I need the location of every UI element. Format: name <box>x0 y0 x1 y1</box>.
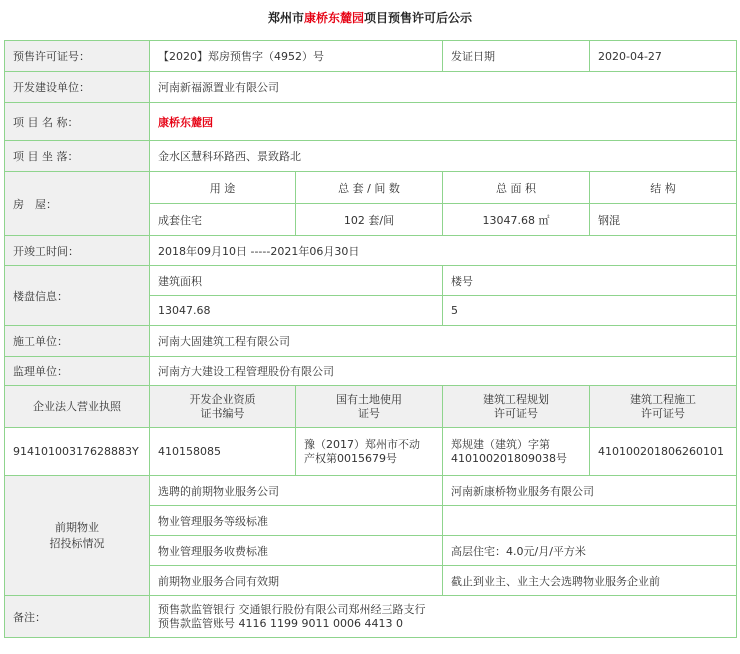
row-presale-permit <box>5 41 737 72</box>
row-remarks <box>5 596 737 638</box>
land-cert-header <box>296 386 443 428</box>
building-no-value: 5 <box>443 296 737 326</box>
housing-structure-header: 结 构 <box>590 172 737 204</box>
property-service-row-value: 河南新康桥物业服务有限公司 <box>443 476 737 506</box>
qualification-header <box>150 386 296 428</box>
remarks-line2: 预售款监管账号 4116 1199 9011 0006 4413 0 <box>158 616 403 630</box>
qualification-header-line2: 证书编号 <box>200 406 245 420</box>
land-cert-header-line2: 证号 <box>358 406 380 420</box>
row-licenses-values <box>5 428 737 476</box>
presale-permit-value: 【2020】郑房预售字（4952）号 <box>150 41 443 72</box>
land-cert-header-line1: 国有土地使用 <box>336 392 402 406</box>
project-location-label: 项 目 坐 落： <box>5 141 150 172</box>
planning-permit-value <box>443 428 590 476</box>
property-service-label-line1: 前期物业 <box>55 520 99 534</box>
property-service-row-value: 高层住宅：4.0元/月/平方米 <box>443 536 737 566</box>
business-license-value: 91410100317628883Y <box>5 428 150 476</box>
supervision-unit-value: 河南方大建设工程管理股份有限公司 <box>150 357 737 386</box>
issue-date-label: 发证日期 <box>443 41 590 72</box>
qualification-value: 410158085 <box>150 428 296 476</box>
land-cert-value <box>296 428 443 476</box>
remarks-label: 备注： <box>5 596 150 638</box>
building-no-label: 楼号 <box>443 266 737 296</box>
land-cert-value-line1: 豫（2017）郑州市不动 <box>304 437 420 451</box>
property-service-row-value: 截止到业主、业主大会选聘物业服务企业前 <box>443 566 737 596</box>
property-service-row-label: 物业管理服务等级标准 <box>150 506 443 536</box>
page-title-suffix: 项目预售许可后公示 <box>364 11 473 25</box>
supervision-unit-label: 监理单位： <box>5 357 150 386</box>
qualification-header-line1: 开发企业资质 <box>189 392 256 406</box>
issue-date-value: 2020-04-27 <box>590 41 737 72</box>
developer-value: 河南新福源置业有限公司 <box>150 72 737 103</box>
property-service-row-label: 物业管理服务收费标准 <box>150 536 443 566</box>
construction-permit-header-line1: 建筑工程施工 <box>630 392 696 406</box>
construction-period-value: 2018年09月10日 -----2021年06月30日 <box>150 236 737 266</box>
row-project-name <box>5 103 737 141</box>
row-construction-unit <box>5 326 737 357</box>
construction-permit-value: 410100201806260101 <box>590 428 737 476</box>
business-license-header: 企业法人营业执照 <box>5 386 150 428</box>
planning-permit-header-line2: 许可证号 <box>494 406 538 420</box>
property-service-row-value <box>443 506 737 536</box>
planning-permit-header-line1: 建筑工程规划 <box>483 392 549 406</box>
row-supervision-unit <box>5 357 737 386</box>
building-area-value: 13047.68 <box>150 296 443 326</box>
construction-permit-header-line2: 许可证号 <box>641 406 685 420</box>
remarks-value <box>150 596 737 638</box>
developer-label: 开发建设单位： <box>5 72 150 103</box>
housing-usage-value: 成套住宅 <box>150 204 296 236</box>
project-name-value: 康桥东麓园 <box>150 103 737 141</box>
housing-usage-header: 用 途 <box>150 172 296 204</box>
housing-label: 房 屋： <box>5 172 150 236</box>
construction-permit-header <box>590 386 737 428</box>
row-housing-header <box>5 172 737 204</box>
remarks-line1: 预售款监管银行 交通银行股份有限公司郑州经三路支行 <box>158 602 426 616</box>
building-area-label: 建筑面积 <box>150 266 443 296</box>
row-construction-period <box>5 236 737 266</box>
page-title-prefix: 郑州市 <box>267 11 304 25</box>
planning-permit-value-line1: 郑规建（建筑）字第 <box>451 437 550 451</box>
project-name-label: 项 目 名 称： <box>5 103 150 141</box>
housing-units-header: 总 套 / 间 数 <box>296 172 443 204</box>
project-info-table <box>4 40 737 638</box>
housing-area-header: 总 面 积 <box>443 172 590 204</box>
housing-structure-value: 钢混 <box>590 204 737 236</box>
row-property-service-1 <box>5 476 737 506</box>
construction-unit-label: 施工单位： <box>5 326 150 357</box>
building-info-label: 楼盘信息： <box>5 266 150 326</box>
property-service-row-label: 选聘的前期物业服务公司 <box>150 476 443 506</box>
construction-period-label: 开竣工时间： <box>5 236 150 266</box>
land-cert-value-line2: 产权第0015679号 <box>304 451 397 465</box>
construction-unit-value: 河南大固建筑工程有限公司 <box>150 326 737 357</box>
page-title <box>0 0 740 36</box>
page-title-project: 康桥东麓园 <box>303 11 364 25</box>
property-service-label <box>5 476 150 596</box>
presale-permit-label: 预售许可证号： <box>5 41 150 72</box>
housing-units-value: 102 套/间 <box>296 204 443 236</box>
row-building-info-header <box>5 266 737 296</box>
housing-area-value: 13047.68 ㎡ <box>443 204 590 236</box>
property-service-row-label: 前期物业服务合同有效期 <box>150 566 443 596</box>
row-developer <box>5 72 737 103</box>
planning-permit-value-line2: 410100201809038号 <box>451 451 567 465</box>
planning-permit-header <box>443 386 590 428</box>
row-licenses-header <box>5 386 737 428</box>
row-project-location <box>5 141 737 172</box>
project-location-value: 金水区慧科环路西、景致路北 <box>150 141 737 172</box>
property-service-label-line2: 招投标情况 <box>49 536 105 550</box>
